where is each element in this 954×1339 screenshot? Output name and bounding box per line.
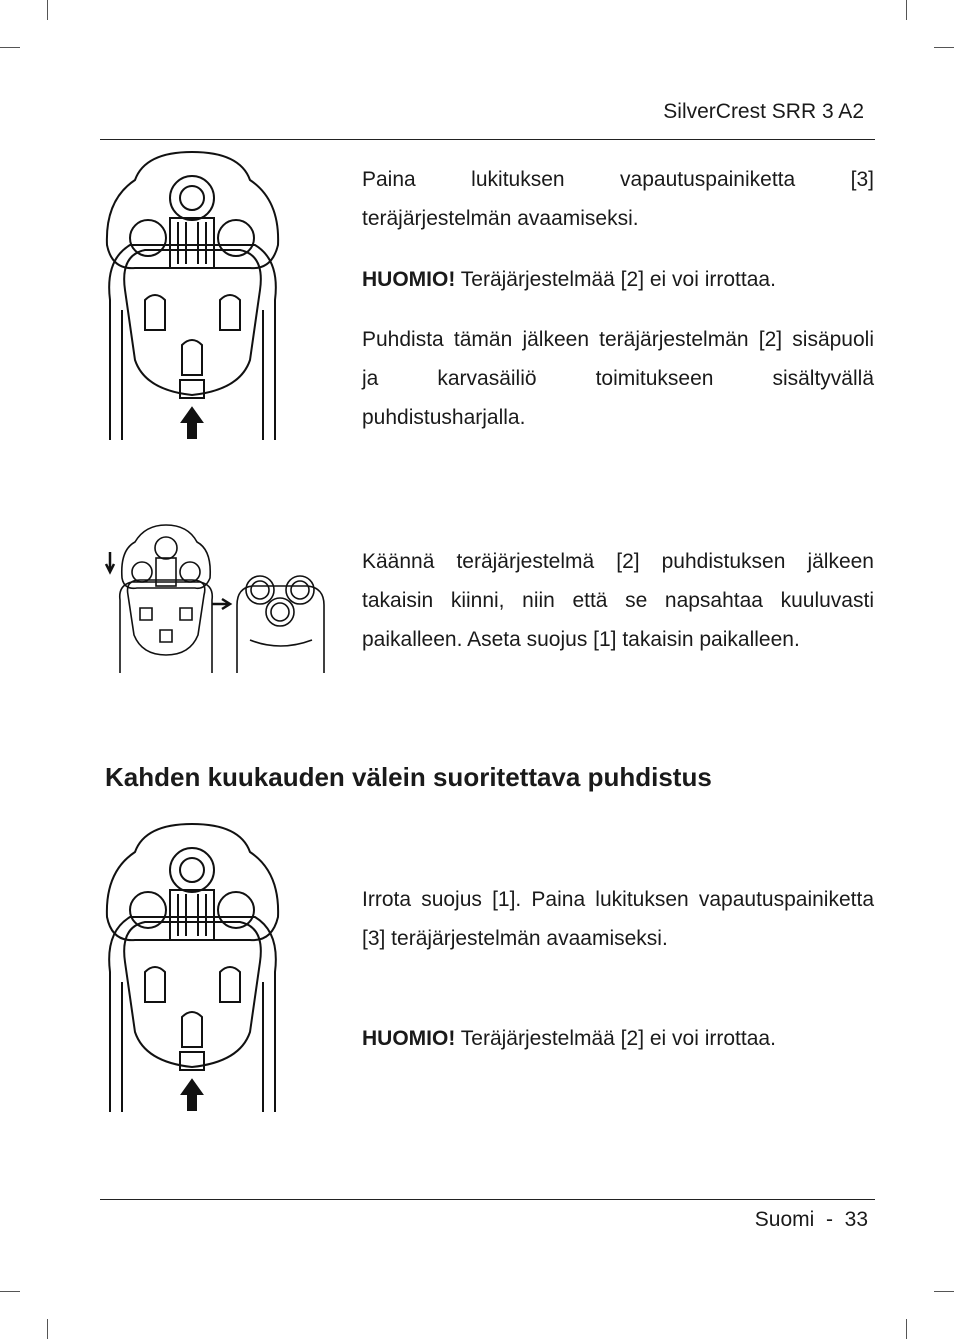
crop-mark	[47, 0, 48, 20]
paragraph-close-blade-system: Käännä teräjärjestelmä [2] puhdistuksen jälkeen takaisin kiinni, niin että se napsahtaa kuuluvasti paikalleen. Aseta suojus [1] takaisin paikalleen.	[362, 550, 874, 651]
warning-text: Teräjärjestelmää [2] ei voi irrottaa.	[455, 268, 776, 291]
crop-mark	[934, 47, 954, 48]
crop-mark	[934, 1291, 954, 1292]
footer-rule	[100, 1199, 875, 1200]
section-heading: Kahden kuukauden välein suoritettava puhdistus	[105, 762, 712, 792]
warning-text: Teräjärjestelmää [2] ei voi irrottaa.	[455, 1027, 776, 1050]
warning-label: HUOMIO!	[362, 1027, 456, 1050]
shaver-close-illustration	[100, 520, 330, 675]
paragraph-release-button: Paina lukituksen vapautuspainiketta [3] teräjärjestelmän avaamiseksi.	[362, 168, 874, 230]
shaver-open-illustration	[100, 822, 285, 1114]
shaver-open-illustration	[100, 150, 285, 442]
crop-mark	[0, 47, 20, 48]
page-header-title: SilverCrest SRR 3 A2	[663, 100, 864, 123]
footer-separator: -	[825, 1208, 833, 1231]
warning-paragraph	[362, 1019, 874, 1058]
warning-label: HUOMIO!	[362, 268, 456, 291]
page-number: 33	[844, 1208, 868, 1231]
warning-paragraph	[362, 260, 874, 299]
crop-mark	[906, 1319, 907, 1339]
crop-mark	[906, 0, 907, 20]
paragraph-remove-cover: Irrota suojus [1]. Paina lukituksen vapautuspainiketta [3] teräjärjestelmän avaamiseksi.	[362, 888, 874, 950]
paragraph-clean-inside: Puhdista tämän jälkeen teräjärjestelmän [2] sisäpuoli ja karvasäiliö toimitukseen sisältyvällä puhdistusharjalla.	[362, 328, 874, 429]
page-footer	[755, 1208, 868, 1232]
footer-language: Suomi	[754, 1208, 815, 1231]
crop-mark	[0, 1291, 20, 1292]
header-rule	[100, 139, 875, 140]
crop-mark	[47, 1319, 48, 1339]
